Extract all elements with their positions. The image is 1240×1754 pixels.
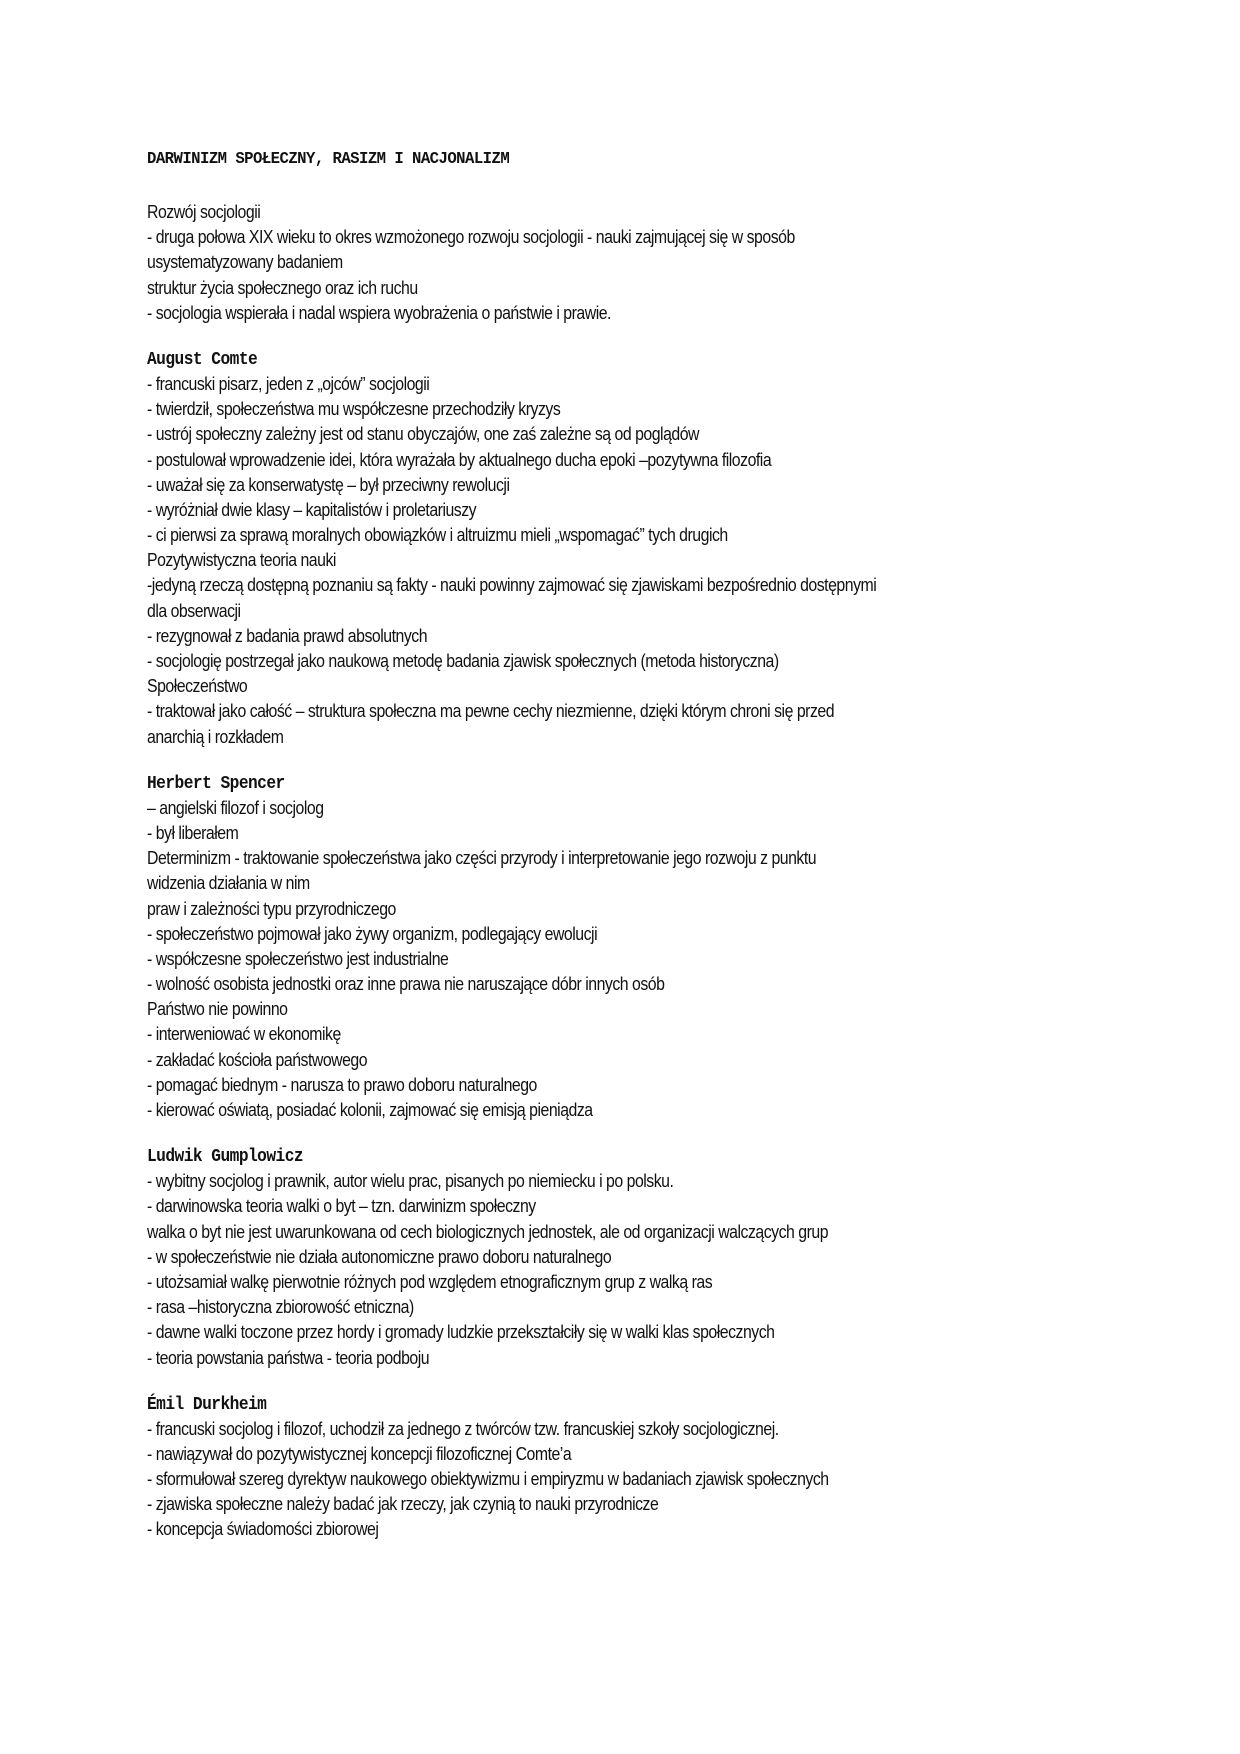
text-line: - wolność osobista jednostki oraz inne prawa nie naruszające dóbr innych osób [147, 974, 665, 995]
text-line: - twierdził, społeczeństwa mu współczesne przechodziły kryzys [147, 399, 561, 420]
text-line: - darwinowska teoria walki o byt – tzn. darwinizm społeczny [147, 1196, 536, 1217]
text-line: - był liberałem [147, 822, 239, 843]
document-page [147, 148, 1107, 1565]
section-august-comte [147, 348, 1107, 750]
document-title: DARWINIZM SPOŁECZNY, RASIZM I NACJONALIZM [147, 150, 510, 169]
section-heading: Émil Durkheim [147, 1394, 267, 1415]
section-body [147, 372, 1107, 750]
text-line: widzenia działania w nim [147, 873, 310, 894]
section-body [147, 796, 1107, 1123]
text-line: - francuski socjolog i filozof, uchodził za jednego z twórców tzw. francuskiej szkoły socjologicznej. [147, 1418, 779, 1439]
text-line: - interweniować w ekonomikę [147, 1024, 341, 1045]
section-herbert-spencer [147, 772, 1107, 1123]
section-heading: Ludwik Gumplowicz [147, 1147, 304, 1168]
text-line: – angielski filozof i socjolog [147, 797, 324, 818]
section-body [147, 1417, 1107, 1543]
text-line: - ci pierwsi za sprawą moralnych obowiązków i altruizmu mieli „wspomagać” tych drugich [147, 525, 728, 546]
text-line: -jedyną rzeczą dostępną poznaniu są fakty - nauki powinny zajmować się zjawiskami bezpośrednio dostępnymi [147, 575, 877, 596]
section-heading: Rozwój socjologii [147, 202, 261, 222]
text-line: usystematyzowany badaniem [147, 252, 343, 273]
text-line: dla obserwacji [147, 600, 241, 621]
text-line: - dawne walki toczone przez hordy i gromady ludzkie przekształciły się w walki klas społecznych [147, 1322, 775, 1343]
text-line: - druga połowa XIX wieku to okres wzmożonego rozwoju socjologii - nauki zajmującej się w sposób [147, 227, 795, 248]
text-line: Społeczeństwo [147, 676, 248, 697]
text-line: - współczesne społeczeństwo jest industrialne [147, 948, 449, 969]
text-line: walka o byt nie jest uwarunkowana od cech biologicznych jednostek, ale od organizacji walczących grup [147, 1221, 829, 1242]
text-line: Pozytywistyczna teoria nauki [147, 550, 336, 571]
text-line: - nawiązywał do pozytywistycznej koncepcji filozoficznej Comte’a [147, 1443, 572, 1464]
text-line: - w społeczeństwie nie działa autonomiczne prawo doboru naturalnego [147, 1246, 612, 1267]
text-line: Państwo nie powinno [147, 999, 288, 1020]
text-line: - wyróżniał dwie klasy – kapitalistów i proletariuszy [147, 499, 477, 520]
text-line: - francuski pisarz, jeden z „ojców” socjologii [147, 373, 430, 394]
text-line: - socjologię postrzegał jako naukową metodę badania zjawisk społecznych (metoda historyczna) [147, 651, 779, 671]
text-line: - sformułował szereg dyrektyw naukowego obiektywizmu i empiryzmu w badaniach zjawisk społecznych [147, 1469, 829, 1490]
text-line: - kierować oświatą, posiadać kolonii, zajmować się emisją pieniądza [147, 1100, 593, 1120]
text-line: - zakładać kościoła państwowego [147, 1049, 368, 1070]
text-line: - uważał się za konserwatystę – był przeciwny rewolucji [147, 474, 510, 495]
text-line: praw i zależności typu przyrodniczego [147, 898, 396, 919]
text-line: - koncepcja świadomości zbiorowej [147, 1519, 379, 1540]
section-rozwoj-socjologii [147, 200, 1107, 326]
text-line: - rasa –historyczna zbiorowość etniczna) [147, 1297, 414, 1318]
text-line: anarchią i rozkładem [147, 726, 284, 747]
text-line: - pomagać biednym - narusza to prawo doboru naturalnego [147, 1074, 537, 1095]
section-heading: August Comte [147, 349, 258, 370]
section-ludwik-gumplowicz [147, 1145, 1107, 1371]
text-line: - zjawiska społeczne należy badać jak rzeczy, jak czynią to nauki przyrodnicze [147, 1494, 659, 1515]
section-body [147, 1169, 1107, 1371]
section-emil-durkheim [147, 1393, 1107, 1543]
section-body [147, 225, 1107, 326]
text-line: - postulował wprowadzenie idei, która wyrażała by aktualnego ducha epoki –pozytywna filozofia [147, 449, 772, 470]
text-line: - socjologia wspierała i nadal wspiera wyobrażenia o państwie i prawie. [147, 302, 611, 323]
text-line: - rezygnował z badania prawd absolutnych [147, 625, 428, 646]
text-line: Determinizm - traktowanie społeczeństwa jako części przyrody i interpretowanie jego rozwoju z punktu [147, 848, 817, 869]
text-line: - utożsamiał walkę pierwotnie różnych pod względem etnograficznym grup z walką ras [147, 1271, 713, 1292]
text-line: - wybitny socjolog i prawnik, autor wielu prac, pisanych po niemiecku i po polsku. [147, 1171, 674, 1192]
text-line: - społeczeństwo pojmował jako żywy organizm, podlegający ewolucji [147, 923, 598, 944]
text-line: struktur życia społecznego oraz ich ruchu [147, 277, 418, 298]
text-line: - ustrój społeczny zależny jest od stanu obyczajów, one zaś zależne są od poglądów [147, 424, 700, 445]
text-line: - teoria powstania państwa - teoria podboju [147, 1347, 430, 1368]
section-heading: Herbert Spencer [147, 773, 285, 794]
text-line: - traktował jako całość – struktura społeczna ma pewne cechy niezmienne, dzięki którym chroni się przed [147, 701, 835, 722]
